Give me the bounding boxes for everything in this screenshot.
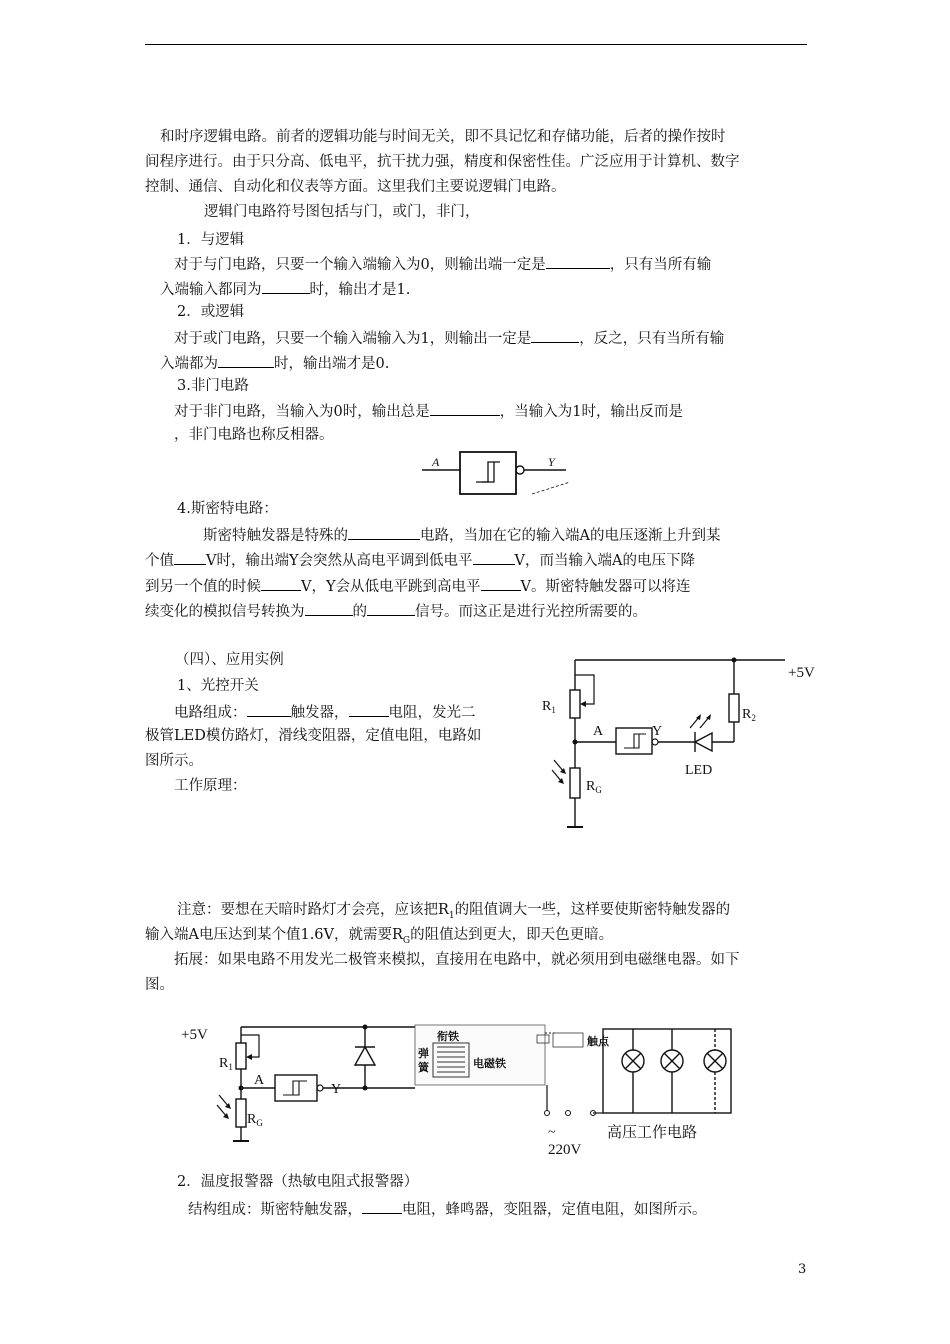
not-heading: 3.非门电路 — [177, 378, 249, 394]
not-gate-input-label: A — [432, 455, 440, 469]
schmitt-heading: 4.斯密特电路： — [177, 501, 278, 517]
r2-label: $R_2$ — [742, 707, 756, 723]
hv-circuit-label: 高压工作电路 — [607, 1125, 698, 1141]
principle-label: 工作原理： — [174, 778, 247, 794]
temp-alarm-heading: 2．温度报警器（热敏电阻式报警器） — [177, 1174, 419, 1190]
components-line3: 图所示。 — [145, 753, 203, 769]
schmitt-line3: 到另一个值的时候 V，Y会从低电平跳到高电平 V。斯密特触发器可以将连 — [145, 576, 691, 596]
relay-output-y-label: Y — [331, 1082, 342, 1097]
para1-line1: 和时序逻辑电路。前者的逻辑功能与时间无关，即不具记忆和存储功能，后者的操作按时 — [160, 129, 726, 145]
armature-label: 衔铁 — [437, 1031, 459, 1043]
para1-line2: 间程序进行。由于只分高、低电平，抗干扰力强，精度和保密性佳。广泛应用于计算机、数字 — [145, 154, 740, 170]
page-number: 3 — [798, 1262, 807, 1277]
header-rule — [145, 44, 807, 45]
relay-circuit — [175, 1015, 755, 1158]
contact-label: 触点 — [587, 1036, 609, 1048]
section4-heading: （四）、应用实例 — [175, 652, 284, 668]
light-switch-circuit — [530, 650, 830, 835]
relay-vcc-label: +5V — [181, 1027, 208, 1043]
vcc-label: +5V — [788, 665, 815, 681]
input-a-label: A — [593, 724, 604, 739]
components-line1: 电路组成： 触发器， 电阻，发光二 — [174, 702, 476, 722]
relay-r1-label: $R_1$ — [219, 1056, 233, 1072]
led-label: LED — [685, 763, 713, 778]
schmitt-line2: 个值 V时，输出端Y会突然从高电平调到低电平 V，而当输入端A的电压下降 — [145, 550, 695, 570]
extend-line2: 图。 — [145, 977, 174, 993]
or-heading: 2．或逻辑 — [177, 304, 245, 320]
ac-voltage-label: 220V — [548, 1142, 582, 1158]
not-gate-output-label: Y — [548, 455, 555, 469]
not-gate-symbol — [420, 448, 590, 498]
intro-gates: 逻辑门电路符号图包括与门，或门，非门， — [204, 204, 480, 220]
and-line1: 对于与门电路，只要一个输入端输入为0，则输出端一定是 ，只有当所有输 — [174, 254, 711, 274]
and-heading: 1．与逻辑 — [177, 232, 245, 248]
or-line2: 入端都为 时，输出端才是0. — [160, 353, 389, 373]
section4-sub1: 1、光控开关 — [177, 678, 259, 694]
note-line1: 注意：要想在天暗时路灯才会亮，应该把$R_1$的阻值调大一些，这样要使斯密特触发器的 — [177, 902, 731, 921]
lamp-3 — [704, 1050, 726, 1072]
electromagnet-label: 电磁铁 — [473, 1058, 506, 1070]
ac-tilde: ~ — [548, 1125, 556, 1140]
extend-line1: 拓展：如果电路不用发光二极管来模拟，直接用在电路中，就必须用到电磁继电器。如下 — [174, 952, 740, 968]
para1-line3: 控制、通信、自动化和仪表等方面。这里我们主要说逻辑门电路。 — [145, 179, 566, 195]
not-line2: ，非门电路也称反相器。 — [174, 427, 334, 443]
rg-label: $R_G$ — [586, 779, 602, 795]
spring-label: 弹 — [418, 1048, 429, 1060]
temp-alarm-line1: 结构组成：斯密特触发器， 电阻，蜂鸣器，变阻器，定值电阻，如图所示。 — [188, 1199, 707, 1219]
relay-rg-label: $R_G$ — [247, 1112, 263, 1128]
r1-label: $R_1$ — [542, 699, 556, 715]
spring-label-2: 簧 — [418, 1062, 429, 1074]
not-line1: 对于非门电路，当输入为0时，输出总是 ，当输入为1时，输出反而是 — [174, 401, 683, 421]
and-line2: 入端输入都同为 时，输出才是1. — [160, 279, 410, 299]
note-line2: 输入端A电压达到某个值1.6V，就需要$R_G$的阻值达到更大，即天色更暗。 — [145, 927, 614, 946]
lamp-2 — [661, 1050, 683, 1072]
lamp-1 — [622, 1050, 644, 1072]
output-y-label: Y — [652, 724, 663, 739]
components-line2: 极管LED模仿路灯，滑线变阻器，定值电阻，电路如 — [145, 728, 482, 744]
schmitt-line1: 斯密特触发器是特殊的 电路，当加在它的输入端A的电压逐渐上升到某 — [203, 525, 720, 545]
schmitt-line4: 续变化的模拟信号转换为 的 信号。而这正是进行光控所需要的。 — [145, 601, 647, 621]
or-line1: 对于或门电路，只要一个输入端输入为1，则输出一定是 ，反之，只有当所有输 — [174, 328, 724, 348]
relay-input-a-label: A — [254, 1073, 265, 1088]
